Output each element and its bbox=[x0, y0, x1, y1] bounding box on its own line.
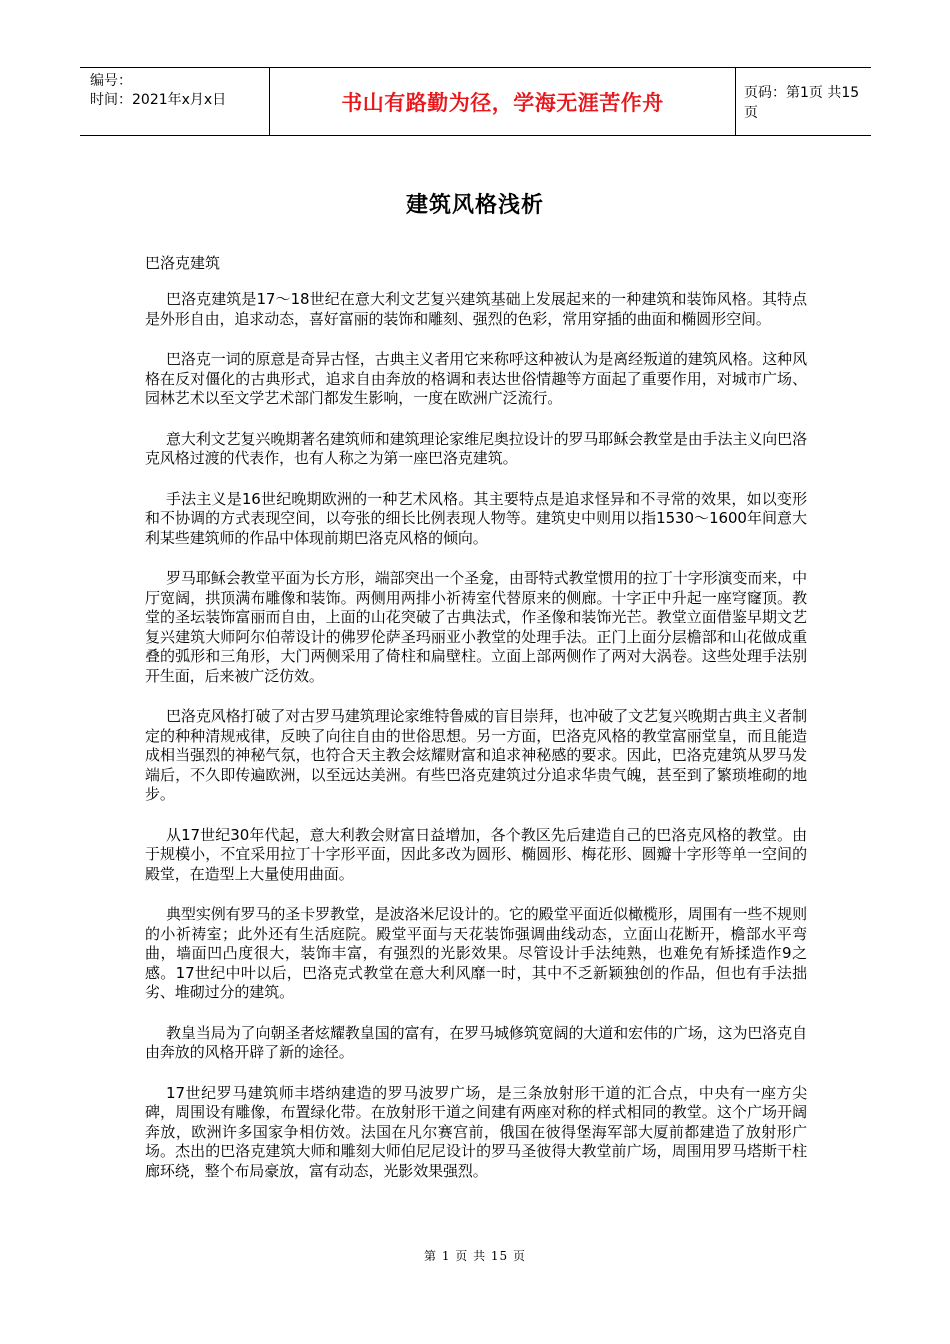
paragraph-9: 教皇当局为了向朝圣者炫耀教皇国的富有，在罗马城修筑宽阔的大道和宏伟的广场，这为巴洛克自由奔放的风格开辟了新的途径。 bbox=[145, 1023, 807, 1061]
page-header bbox=[80, 67, 871, 136]
paragraph-2: 巴洛克一词的原意是奇异古怪，古典主义者用它来称呼这种被认为是离经叛道的建筑风格。这种风格在反对僵化的古典形式，追求自由奔放的格调和表达世俗情趣等方面起了重要作用，对城市广场、园林艺术以至文学艺术部门都发生影响，一度在欧洲广泛流行。 bbox=[145, 350, 807, 407]
document-date: 时间：2021年x月x日 bbox=[90, 92, 227, 108]
header-meta bbox=[80, 68, 270, 135]
document-number: 编号： bbox=[90, 73, 132, 89]
page-footer: 第 1 页 共 15 页 bbox=[424, 1249, 526, 1263]
header-page-info: 页码：第1页 共15页 bbox=[744, 84, 860, 121]
paragraph-10: 17世纪罗马建筑师丰塔纳建造的罗马波罗广场，是三条放射形干道的汇合点，中央有一座方尖碑，周围设有雕像，布置绿化带。在放射形干道之间建有两座对称的样式相同的教堂。这个广场开阔奔放，欧洲许多国家争相仿效。法国在凡尔赛宫前，俄国在彼得堡海军部大厦前都建造了放射形广场。杰出的巴洛克建筑大师和雕刻大师伯尼尼设计的罗马圣彼得大教堂前广场，周围用罗马塔斯干柱廊环绕，整个布局豪放，富有动态，光影效果强烈。 bbox=[145, 1083, 807, 1180]
section-heading: 巴洛克建筑 bbox=[145, 254, 221, 272]
paragraph-3: 意大利文艺复兴晚期著名建筑师和建筑理论家维尼奥拉设计的罗马耶稣会教堂是由手法主义向巴洛克风格过渡的代表作，也有人称之为第一座巴洛克建筑。 bbox=[145, 429, 807, 467]
document-title: 建筑风格浅析 bbox=[405, 193, 544, 218]
paragraph-1: 巴洛克建筑是17～18世纪在意大利文艺复兴建筑基础上发展起来的一种建筑和装饰风格。其特点是外形自由，追求动态，喜好富丽的装饰和雕刻、强烈的色彩，常用穿插的曲面和椭圆形空间。 bbox=[145, 290, 807, 328]
paragraph-6: 巴洛克风格打破了对古罗马建筑理论家维特鲁威的盲目崇拜，也冲破了文艺复兴晚期古典主义者制定的种种清规戒律，反映了向往自由的世俗思想。另一方面，巴洛克风格的教堂富丽堂皇，而且能造成相当强烈的神秘气氛，也符合天主教会炫耀财富和追求神秘感的要求。因此，巴洛克建筑从罗马发端后，不久即传遍欧洲，以至远达美洲。有些巴洛克建筑过分追求华贵气魄，甚至到了繁琐堆砌的地步。 bbox=[145, 707, 807, 803]
paragraph-7: 从17世纪30年代起，意大利教会财富日益增加，各个教区先后建造自己的巴洛克风格的教堂。由于规模小，不宜采用拉丁十字形平面，因此多改为圆形、椭圆形、梅花形、圆瓣十字形等单一空间的殿堂，在造型上大量使用曲面。 bbox=[145, 825, 807, 883]
header-motto: 书山有路勤为径，学海无涯苦作舟 bbox=[270, 68, 736, 135]
paragraph-8: 典型实例有罗马的圣卡罗教堂，是波洛米尼设计的。它的殿堂平面近似橄榄形，周围有一些不规则的小祈祷室；此外还有生活庭院。殿堂平面与天花装饰强调曲线动态，立面山花断开，檐部水平弯曲，墙面凹凸度很大，装饰丰富，有强烈的光影效果。尽管设计手法纯熟，也难免有矫揉造作9之感。17世纪中叶以后，巴洛克式教堂在意大利风靡一时，其中不乏新颖独创的作品，但也有手法拙劣、堆砌过分的建筑。 bbox=[145, 905, 807, 1001]
paragraph-4: 手法主义是16世纪晚期欧洲的一种艺术风格。其主要特点是追求怪异和不寻常的效果，如以变形和不协调的方式表现空间，以夸张的细长比例表现人物等。建筑史中则用以指1530～1600年间意大利某些建筑师的作品中体现前期巴洛克风格的倾向。 bbox=[145, 489, 807, 547]
paragraph-5: 罗马耶稣会教堂平面为长方形，端部突出一个圣龛，由哥特式教堂惯用的拉丁十字形演变而来，中厅宽阔，拱顶满布雕像和装饰。两侧用两排小祈祷室代替原来的侧廊。十字正中升起一座穹窿顶。教堂的圣坛装饰富丽而自由，上面的山花突破了古典法式，作圣像和装饰光芒。教堂立面借鉴早期文艺复兴建筑大师阿尔伯蒂设计的佛罗伦萨圣玛丽亚小教堂的处理手法。正门上面分层檐部和山花做成重叠的弧形和三角形，大门两侧采用了倚柱和扁壁柱。立面上部两侧作了两对大涡卷。这些处理手法别开生面，后来被广泛仿效。 bbox=[145, 569, 807, 685]
document-body bbox=[145, 290, 807, 1202]
